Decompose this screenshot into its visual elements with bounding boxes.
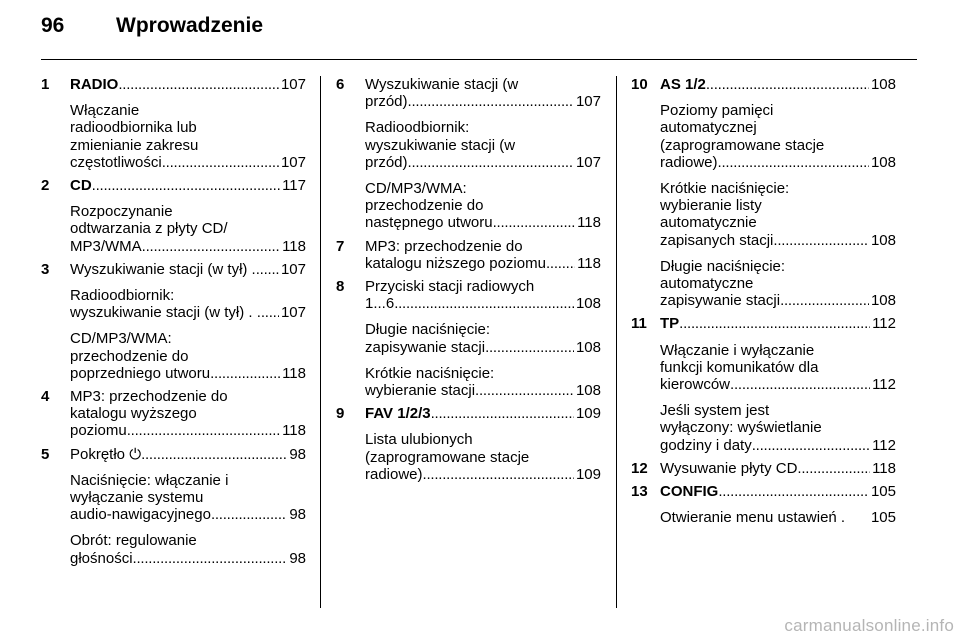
leader-line	[660, 232, 896, 249]
sub-line: przechodzenie do	[70, 347, 189, 365]
entry-text: CD	[70, 177, 92, 195]
sub-line: automatycznie	[660, 214, 757, 232]
toc-entry	[336, 405, 601, 483]
dot-leader	[773, 232, 869, 249]
entry-text: zapisywanie stacji	[660, 292, 781, 310]
entry-number: 9	[336, 405, 345, 423]
toc-entry	[41, 446, 306, 567]
sub-line: (zaprogramowane stacje	[660, 136, 825, 154]
sub-line: Krótkie naciśnięcie:	[660, 180, 790, 198]
page-ref: 118	[577, 214, 601, 232]
sub-entry	[660, 102, 896, 171]
entry-text: audio-nawigacyjnego	[70, 506, 211, 524]
leader-line	[70, 261, 306, 278]
entry-text: następnego utworu	[365, 214, 493, 232]
page-ref: 105	[870, 509, 896, 527]
leader-line	[70, 304, 306, 321]
sub-line: Rozpoczynanie	[70, 203, 173, 221]
entry-text: poziomu	[70, 422, 127, 440]
page-title: Wprowadzenie	[116, 14, 264, 37]
dot-leader	[261, 304, 279, 321]
leader-line	[70, 550, 306, 567]
entry-text: radiowe)	[365, 465, 423, 483]
sub-line: Długie naciśnięcie:	[365, 321, 491, 339]
column-1	[41, 76, 306, 573]
toc-entry	[336, 238, 601, 272]
page-ref: 108	[870, 231, 896, 249]
entry-line: MP3: przechodzenie do	[70, 388, 228, 406]
entry-text: MP3/WMA	[70, 237, 142, 255]
sub-line: Obrót: regulowanie	[70, 532, 197, 550]
dot-leader	[718, 154, 869, 171]
entry-text: przód)	[365, 93, 408, 111]
entry-number: 13	[631, 483, 648, 501]
sub-line: wybieranie listy	[660, 197, 762, 215]
dot-leader	[394, 295, 574, 312]
sub-entry	[70, 532, 306, 566]
entry-number: 3	[41, 260, 50, 278]
page-ref: 117	[282, 177, 306, 195]
toc-entry	[631, 315, 896, 453]
sub-entry	[660, 509, 896, 526]
entry-text: zapisywanie stacji	[365, 338, 486, 356]
sub-entry	[365, 180, 601, 232]
dot-leader	[706, 76, 869, 93]
leader-line	[660, 460, 896, 477]
entry-text: katalogu niższego poziomu	[365, 254, 546, 272]
page-ref: 108	[870, 76, 896, 93]
page-ref: 112	[872, 315, 896, 333]
sub-line: Radioodbiornik:	[70, 287, 175, 305]
dot-leader	[730, 376, 870, 393]
sub-line: automatycznej	[660, 119, 757, 137]
sub-entry	[660, 402, 896, 454]
page-header	[41, 14, 263, 38]
leader-line	[365, 93, 601, 110]
dot-leader	[162, 154, 279, 171]
sub-line: CD/MP3/WMA:	[365, 180, 467, 198]
sub-line: Krótkie naciśnięcie:	[365, 364, 495, 382]
dot-leader	[92, 177, 280, 194]
sub-line: wyłączanie systemu	[70, 489, 204, 507]
entry-line: Wyszukiwanie stacji (w	[365, 76, 519, 93]
entry-text: CONFIG	[660, 483, 719, 501]
leader-line	[70, 422, 306, 439]
entry-text: AS 1/2	[660, 76, 706, 93]
entry-text: Wyszukiwanie stacji (w tył) .	[70, 260, 256, 278]
sub-entry	[70, 203, 306, 255]
dot-leader	[546, 255, 575, 272]
column-divider-2	[616, 76, 617, 608]
leader-line	[660, 315, 896, 332]
toc-entry	[41, 76, 306, 171]
page-ref: 105	[870, 483, 896, 501]
entry-text: wyszukiwanie stacji (w tył) . .	[70, 304, 261, 322]
dot-leader	[408, 154, 574, 171]
entry-text: TP	[660, 315, 680, 333]
sub-entry	[365, 119, 601, 171]
page-ref: 98	[289, 549, 306, 567]
entry-number: 12	[631, 459, 648, 477]
leader-line	[365, 214, 601, 231]
entry-text: Wysuwanie płyty CD	[660, 459, 798, 477]
page-ref: 118	[282, 237, 306, 255]
leader-line	[70, 506, 306, 523]
leader-line	[365, 466, 601, 483]
entry-text: Pokrętło ⏻	[70, 445, 142, 463]
sub-line: (zaprogramowane stacje	[365, 448, 530, 466]
header-rule	[41, 59, 917, 60]
leader-line	[365, 405, 601, 422]
page-ref: 112	[872, 436, 896, 454]
sub-entry	[70, 287, 306, 321]
entry-text: kierowców	[660, 376, 731, 394]
page-ref: 118	[577, 254, 601, 272]
entry-line: Przyciski stacji radiowych	[365, 278, 535, 296]
leader-line	[660, 154, 896, 171]
toc-entry	[631, 460, 896, 477]
page-ref: 118	[282, 422, 306, 440]
toc-entry	[41, 261, 306, 382]
leader-line	[365, 295, 601, 312]
sub-line: odtwarzania z płyty CD/	[70, 220, 228, 238]
entry-text: poprzedniego utworu	[70, 364, 211, 382]
page-ref: 109	[575, 405, 601, 423]
entry-text: zapisanych stacji	[660, 231, 774, 249]
entry-text: częstotliwości	[70, 153, 162, 171]
entry-text: godziny i daty	[660, 436, 752, 454]
page-ref: 107	[280, 153, 306, 171]
dot-leader	[493, 214, 575, 231]
page-ref: 108	[870, 292, 896, 310]
entry-number: 1	[41, 76, 50, 93]
sub-line: Jeśli system jest	[660, 402, 770, 420]
page-ref: 108	[575, 338, 601, 356]
column-3	[631, 76, 896, 532]
sub-line: Poziomy pamięci	[660, 102, 774, 120]
dot-leader	[142, 238, 280, 255]
sub-line: zmienianie zakresu	[70, 136, 199, 154]
sub-entry	[365, 365, 601, 399]
sub-line: automatyczne	[660, 275, 754, 293]
dot-leader	[141, 446, 287, 463]
entry-number: 2	[41, 177, 50, 195]
sub-line: przechodzenie do	[365, 197, 484, 215]
entry-number: 5	[41, 445, 50, 463]
entry-number: 4	[41, 388, 50, 406]
toc-entry	[41, 388, 306, 440]
entry-number: 11	[631, 315, 647, 333]
leader-line	[365, 339, 601, 356]
page-ref: 107	[280, 304, 306, 322]
sub-line: Lista ulubionych	[365, 431, 473, 449]
entry-number: 6	[336, 76, 345, 93]
page-ref: 108	[575, 382, 601, 400]
leader-line	[660, 376, 896, 393]
dot-leader	[679, 315, 870, 332]
dot-leader	[127, 422, 280, 439]
entry-line: katalogu wyższego	[70, 405, 197, 423]
sub-line: radioodbiornika lub	[70, 119, 197, 137]
leader-line	[660, 509, 896, 526]
page-ref: 118	[282, 364, 306, 382]
sub-entry	[70, 330, 306, 382]
dot-leader	[752, 437, 870, 454]
toc-entry	[41, 177, 306, 255]
sub-entry	[660, 258, 896, 310]
page-ref: 108	[575, 295, 601, 313]
dot-leader	[423, 466, 574, 483]
dot-leader	[797, 460, 870, 477]
entry-text: wybieranie stacji	[365, 382, 476, 400]
toc-entry	[336, 76, 601, 232]
sub-entry	[660, 180, 896, 249]
sub-line: CD/MP3/WMA:	[70, 330, 172, 348]
sub-entry	[70, 102, 306, 171]
toc-entry	[631, 483, 896, 526]
entry-line: MP3: przechodzenie do	[365, 237, 523, 255]
sub-line: wyszukiwanie stacji (w	[365, 136, 516, 154]
page-ref: 107	[575, 93, 601, 111]
sub-line: Włączanie	[70, 102, 140, 120]
entry-number: 10	[631, 76, 648, 93]
dot-leader	[211, 506, 287, 523]
page-ref: 107	[280, 260, 306, 278]
entry-number: 7	[336, 237, 345, 255]
dot-leader	[431, 405, 574, 422]
page-ref: 112	[872, 376, 896, 394]
dot-leader	[133, 550, 288, 567]
entry-text: Otwieranie menu ustawień .	[660, 509, 846, 527]
page-ref: 98	[289, 445, 306, 463]
column-divider-1	[320, 76, 321, 608]
leader-line	[70, 365, 306, 382]
page-ref: 107	[280, 76, 306, 93]
column-2	[336, 76, 601, 489]
leader-line	[660, 292, 896, 309]
sub-line: funkcji komunikatów dla	[660, 358, 819, 376]
leader-line	[660, 76, 896, 93]
leader-line	[70, 238, 306, 255]
page-ref: 107	[575, 153, 601, 171]
leader-line	[365, 382, 601, 399]
leader-line	[660, 437, 896, 454]
toc-entry	[336, 278, 601, 399]
dot-leader	[718, 483, 869, 500]
entry-text: radiowe)	[660, 153, 718, 171]
entry-number: 8	[336, 278, 345, 296]
dot-leader	[256, 261, 279, 278]
dot-leader	[780, 292, 869, 309]
page-ref: 108	[870, 153, 896, 171]
dot-leader	[485, 339, 574, 356]
dot-leader	[475, 382, 574, 399]
leader-line	[365, 255, 601, 272]
sub-line: Radioodbiornik:	[365, 119, 470, 137]
sub-entry	[365, 321, 601, 355]
sub-line: wyłączony: wyświetlanie	[660, 419, 822, 437]
leader-line	[70, 76, 306, 93]
sub-entry	[660, 342, 896, 394]
leader-line	[70, 154, 306, 171]
page-ref: 109	[575, 465, 601, 483]
dot-leader	[118, 76, 279, 93]
entry-text: 1...6	[365, 295, 395, 313]
entry-text: przód)	[365, 153, 408, 171]
toc-entry	[631, 76, 896, 309]
watermark: carmanualsonline.info	[784, 616, 954, 635]
entry-text: RADIO	[70, 76, 119, 93]
entry-text: głośności	[70, 549, 133, 567]
leader-line	[365, 154, 601, 171]
entry-text: FAV 1/2/3	[365, 405, 431, 423]
sub-entry	[365, 431, 601, 483]
leader-line	[70, 446, 306, 463]
page-ref: 118	[872, 459, 896, 477]
sub-entry	[70, 472, 306, 524]
page-number: 96	[41, 14, 65, 37]
dot-leader	[210, 365, 280, 382]
sub-line: Długie naciśnięcie:	[660, 257, 786, 275]
sub-line: Włączanie i wyłączanie	[660, 341, 815, 359]
sub-line: Naciśnięcie: włączanie i	[70, 471, 229, 489]
dot-leader	[408, 93, 574, 110]
page-ref: 98	[289, 506, 306, 524]
leader-line	[660, 483, 896, 500]
leader-line	[70, 177, 306, 194]
